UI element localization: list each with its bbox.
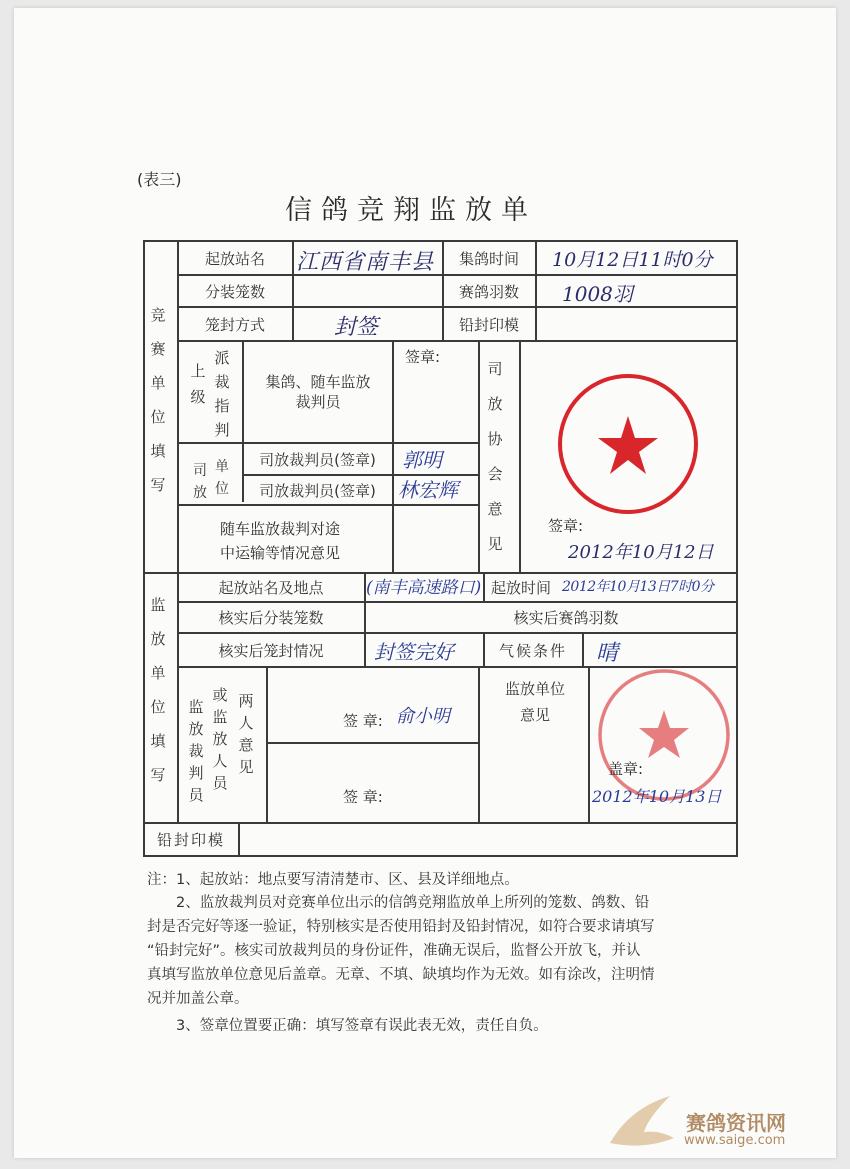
section2-side-label: 监放单位填写 bbox=[150, 596, 166, 784]
monitor-col1: 监放裁判员 bbox=[188, 698, 204, 804]
weather-label: 气候条件 bbox=[498, 641, 567, 660]
watermark-pigeon-logo bbox=[600, 1088, 680, 1158]
referee2-label: 司放裁判员(签章) bbox=[259, 481, 376, 500]
section1-side-label: 竞赛单位填写 bbox=[150, 306, 166, 494]
monitor-sign1-label: 签 章: bbox=[343, 712, 383, 730]
seal-method-value: 封签 bbox=[334, 315, 379, 340]
verified-seal-value: 封签完好 bbox=[374, 640, 454, 664]
station-place-value: (南丰高速路口) bbox=[366, 578, 482, 598]
monitor-col2: 或监放人员 bbox=[212, 686, 228, 792]
note-line1: 注：1、起放站：地点要写清清楚市、区、县及详细地点。 bbox=[147, 872, 519, 888]
monitor-opinion-label: 监放单位意见 bbox=[504, 680, 565, 724]
weather-value: 晴 bbox=[596, 641, 619, 666]
pigeon-count-label: 赛鸽羽数 bbox=[458, 282, 519, 301]
referee2-signature: 林宏辉 bbox=[398, 478, 458, 502]
verified-pigeon-label: 核实后赛鸽羽数 bbox=[513, 609, 619, 627]
verified-basket-label: 核实后分装笼数 bbox=[218, 609, 324, 627]
issuing-unit-label2: 单位 bbox=[215, 459, 229, 497]
appoint-label: 派裁指判 bbox=[214, 349, 230, 439]
sign-label: 签章: bbox=[405, 348, 441, 366]
release-time-label: 起放时间 bbox=[490, 579, 551, 597]
start-station-label: 起放站名 bbox=[204, 249, 265, 268]
collect-time-label: 集鸽时间 bbox=[458, 249, 519, 268]
note-line3: 封是否完好等逐一验证，特别核实是否使用铅封及铅封情况，如符合要求请填写 bbox=[147, 919, 655, 935]
transport-opinion-line1: 随车监放裁判对途 bbox=[220, 520, 341, 538]
start-station-value: 江西省南丰县 bbox=[296, 250, 435, 275]
page-title: 信鸽竞翔监放单 bbox=[285, 195, 537, 226]
bottom-seal-stamp-label: 铅封印模 bbox=[156, 831, 225, 849]
transport-opinion-line2: 中运输等情况意见 bbox=[220, 544, 341, 562]
monitor-seal-label: 盖章: bbox=[608, 760, 644, 778]
referee1-signature: 郭明 bbox=[402, 448, 442, 472]
monitor-sign2-label: 签 章: bbox=[343, 788, 383, 806]
seal-stamp-label: 铅封印模 bbox=[458, 315, 519, 334]
association-date: 2012年10月12日 bbox=[568, 542, 714, 563]
monitor-sign1-signature: 俞小明 bbox=[396, 706, 450, 727]
monitor-col3: 两人意见 bbox=[238, 692, 254, 776]
note-line6: 况并加盖公章。 bbox=[147, 991, 249, 1007]
seal-method-label: 笼封方式 bbox=[204, 315, 265, 334]
pigeon-count-value: 1008羽 bbox=[562, 282, 633, 306]
upper-level-label: 上级 bbox=[190, 362, 206, 406]
association-red-stamp bbox=[548, 364, 708, 524]
issuing-unit-label: 司放 bbox=[193, 463, 207, 501]
basket-count-label: 分装笼数 bbox=[204, 282, 265, 301]
association-sign-label: 签章: bbox=[548, 517, 584, 535]
collect-referee-label: 集鸽、随车监放裁判员 bbox=[265, 373, 371, 411]
note-line7: 3、签章位置要正确：填写签章有误此表无效，责任自负。 bbox=[176, 1018, 548, 1034]
form-tag: (表三) bbox=[137, 170, 182, 189]
collect-time-value: 10月12日11时0分 bbox=[552, 249, 713, 271]
verified-seal-label: 核实后笼封情况 bbox=[218, 641, 324, 660]
release-time-value: 2012年10月13日7时0分 bbox=[562, 579, 714, 595]
note-line4: “铅封完好”。核实司放裁判员的身份证件，准确无误后，监督公开放飞，并认 bbox=[147, 943, 641, 959]
note-line5: 真填写监放单位意见后盖章。无章、不填、缺填均作为无效。如有涂改，注明情 bbox=[147, 967, 655, 983]
station-place-label: 起放站名及地点 bbox=[218, 579, 324, 597]
watermark-name: 赛鸽资讯网 bbox=[686, 1111, 786, 1135]
monitor-date: 2012年10月13日 bbox=[592, 787, 722, 806]
note-line2: 2、监放裁判员对竞赛单位出示的信鸽竞翔监放单上所列的笼数、鸽数、铅 bbox=[176, 895, 650, 911]
referee1-label: 司放裁判员(签章) bbox=[259, 450, 376, 469]
association-opinion-label: 司放协会意见 bbox=[487, 360, 503, 553]
watermark-url: www.saige.com bbox=[684, 1133, 786, 1148]
